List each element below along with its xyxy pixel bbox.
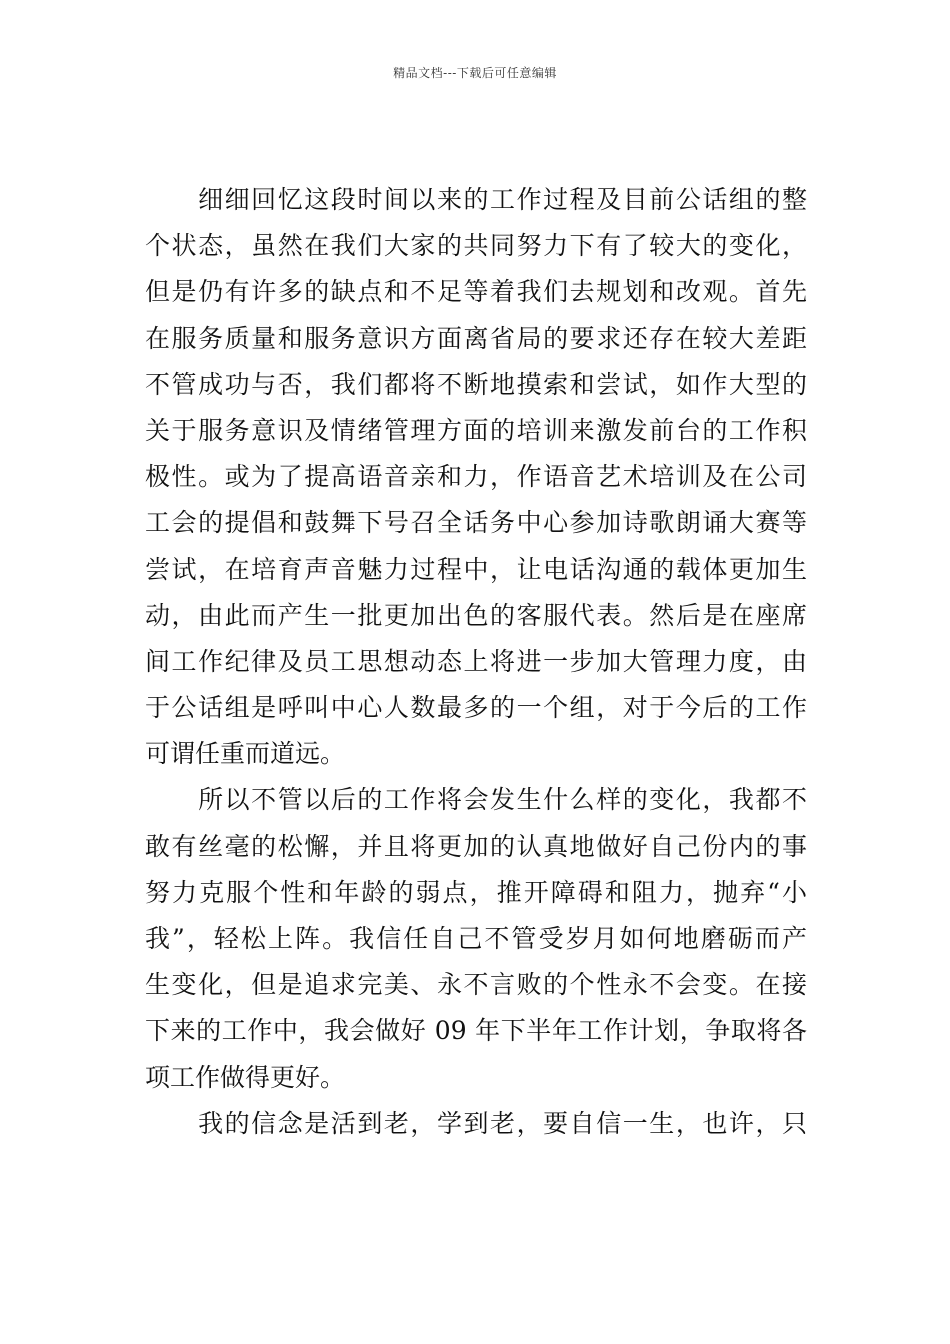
text-line: 尝试，在培育声音魅力过程中，让电话沟通的载体更加生 (145, 554, 807, 584)
paragraph-2 (145, 777, 807, 1100)
text-line: 极性。或为了提高语音亲和力，作语音艺术培训及在公司 (145, 462, 807, 492)
text-line: 项工作做得更好。 (145, 1062, 346, 1092)
text-line: 下来的工作中，我会做好 09 年下半年工作计划，争取将各 (145, 1016, 807, 1046)
text-line: 在服务质量和服务意识方面离省局的要求还存在较大差距 (145, 323, 807, 353)
text-line: 动，由此而产生一批更加出色的客服代表。然后是在座席 (145, 600, 807, 630)
paragraph-1 (145, 177, 807, 777)
document-body (145, 177, 807, 1147)
text-line: 我”，轻松上阵。我信任自己不管受岁月如何地磨砺而产 (145, 924, 807, 953)
text-line: 敢有丝毫的松懈，并且将更加的认真地做好自己份内的事 (145, 831, 807, 861)
text-line: 努力克服个性和年龄的弱点，推开障碍和阻力，抛弃“小 (145, 877, 807, 907)
text-line: 于公话组是呼叫中心人数最多的一个组，对于今后的工作 (145, 693, 807, 723)
text-line: 不管成功与否，我们都将不断地摸索和尝试，如作大型的 (145, 369, 807, 399)
text-line: 工会的提倡和鼓舞下号召全话务中心参加诗歌朗诵大赛等 (145, 508, 807, 538)
text-line: 可谓任重而道远。 (145, 739, 346, 769)
text-line: 所以不管以后的工作将会发生什么样的变化，我都不 (145, 785, 807, 815)
text-line: 关于服务意识及情绪管理方面的培训来激发前台的工作积 (145, 415, 807, 445)
text-line: 间工作纪律及员工思想动态上将进一步加大管理力度，由 (145, 646, 807, 676)
page-header: 精品文档---下载后可任意编辑 (393, 66, 557, 80)
text-line: 但是仍有许多的缺点和不足等着我们去规划和改观。首先 (145, 277, 807, 307)
text-line: 个状态，虽然在我们大家的共同努力下有了较大的变化， (145, 231, 807, 261)
text-line: 细细回忆这段时间以来的工作过程及目前公话组的整 (145, 185, 807, 214)
text-line: 生变化，但是追求完美、永不言败的个性永不会变。在接 (145, 970, 807, 1000)
paragraph-3 (145, 1101, 807, 1147)
text-line: 我的信念是活到老，学到老，要自信一生，也许，只 (145, 1108, 807, 1138)
